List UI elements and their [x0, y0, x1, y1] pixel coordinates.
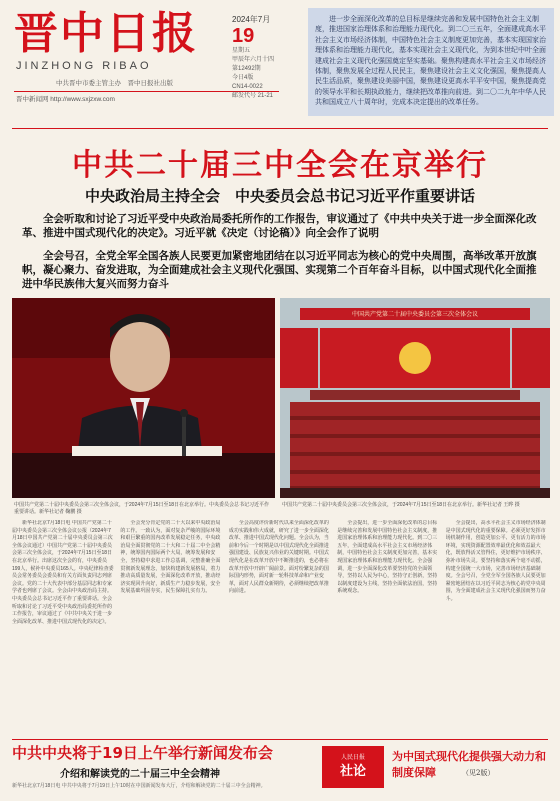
press-conference-story: [12, 742, 312, 790]
editorial-teaser: [318, 742, 550, 796]
assembly-banner: 中国共产党第二十届中央委员会第三次全体会议: [351, 311, 478, 318]
body-columns: [12, 520, 548, 738]
editorial-box: 进一步全面深化改革的总目标是继续完善和发展中国特色社会主义制度，推进国家治理体系和治理能力现代化。到二〇三五年，全面建成高水平社会主义市场经济体制，中国特色社会主义制度更加完善，基本实现国家治理体系和治理能力现代化，基本实现社会主义现代化，为到本世纪中叶全面建成社会主义现代化强国奠定坚实基础。聚焦构建高水平社会主义市场经济体制，聚焦发展全过程人民民主，聚焦建设社会主义文化强国，聚焦提高人民生活品质，聚焦建设美丽中国，聚焦建设更高水平平安中国，聚焦提高党的领导水平和长期执政能力，继续把改革推向前进。到二〇二九年中华人民共和国成立八十周年时，完成本决定提出的改革任务。: [308, 8, 554, 116]
date-lunar: 甲辰年六月十四: [232, 57, 275, 63]
photo-speaker: [12, 298, 275, 498]
speaker-illustration: [12, 298, 275, 498]
page-count: 今日4版: [232, 75, 254, 81]
masthead-url[interactable]: 晋中新闻网 http://www.sxjzxw.com: [16, 96, 115, 103]
postal-code: 邮发代号 21-21: [232, 93, 274, 99]
bottom-divider: [12, 739, 548, 740]
body-column: 全会充分肯定党的二十大以来中央政治局的工作。一致认为，面对复杂严峻的国际环境和艰巨繁重的国内改革发展稳定任务，中央政治局全面贯彻党的二十大和二十届二中全会精神，统筹国内国际两个大局，统筹发展和安全，坚持稳中求进工作总基调，完整准确全面贯彻新发展理念，加快构建新发展格局，着力推动高质量发展，全面深化改革开放，推动经济实现回升向好，新质生产力稳步发展，安全发展基础巩固夯实，民生保障扎实有力。: [120, 520, 221, 595]
editorial-teaser-page-ref: （见2版）: [462, 769, 495, 777]
photo1-caption: 中国共产党第二十届中央委员会第三次全体会议，于2024年7月15日至18日在北京举行。中央委员会总书记习近平作重要讲话。新华社记者 鞠鹏 摄: [14, 502, 270, 515]
issue-number: 第12492期: [232, 66, 261, 72]
masthead-title: 晋中日报: [14, 8, 198, 59]
main-headline: 中共二十届三中全会在京举行: [72, 148, 488, 183]
press-conference-text: 新华社北京7月18日电 中共中央将于7月19日上午10时在中国新闻发布大厅，介绍和解读党的二十届三中全会精神。: [12, 783, 266, 789]
editorial-badge: [322, 746, 384, 788]
masthead-host: 中共晋中市委主管主办 晋中日报社出版: [56, 80, 173, 87]
press-conference-headline[interactable]: 中共中央将于19日上午举行新闻发布会: [12, 744, 273, 762]
photo2-caption: 中国共产党第二十届中央委员会第三次全体会议，于2024年7月15日至18日在北京举行。新华社记者 王晔 摄: [282, 502, 520, 508]
date-day: 19: [232, 25, 255, 47]
cn-number: CN14-0022: [232, 84, 263, 90]
lead-paragraph-2: 全会号召，全党全军全国各族人民要更加紧密地团结在以习近平同志为核心的党中央周围，高举改革开放旗帜，凝心聚力、奋发进取，为全面建成社会主义现代化强国、实现第二个百年奋斗目标，以中国式现代化全面推进中华民族伟大复兴而努力奋斗: [22, 250, 537, 290]
photo-assembly: [280, 298, 550, 498]
date-year-month: 2024年7月: [232, 15, 271, 24]
body-column: 新华社北京7月18日电 中国共产党第二十届中央委员会第三次全体会议公报（2024年7月18日中国共产党第二十届中央委员会第三次全体会议通过）中国共产党第二十届中央委员会第三次全体会议，于2024年7月15日至18日在北京举行。出席这次全会的有，中央委员199人，候补中央委员165人。中央纪律检查委员会常务委员会委员和有关方面负责同志列席会议。党的二十大代表中部分基层同志和专家学者也列席了会议。全会由中央政治局主持。中央委员会总书记习近平作了重要讲话。全会听取和讨论了习近平受中央政治局委托所作的工作报告，审议通过了《中共中央关于进一步全面深化改革、推进中国式现代化的决定》。: [12, 520, 114, 625]
date-block: [232, 14, 302, 101]
press-conference-subhead: 介绍和解读党的二十届三中全会精神: [60, 769, 220, 780]
body-column: 全会提出，高水平社会主义市场经济体制是中国式现代化的重要保障。必须更好发挥市场机制作用，创造更加公平、更有活力的市场环境，实现资源配置效率最优化和效益最大化，既放得活又管得住，更好维护市场秩序、弥补市场失灵。要坚持和落实两个毫不动摇，构建全国统一大市场，完善市场经济基础制度。全会号召，全党全军全国各族人民要更加紧密地团结在以习近平同志为核心的党中央周围，为全面建成社会主义现代化强国而努力奋斗。: [445, 520, 546, 602]
main-subhead: 中央政治局主持全会 中央委员会总书记习近平作重要讲话: [84, 187, 475, 205]
body-column: 全会提出，进一步全面深化改革的总目标是继续完善和发展中国特色社会主义制度，推进国家治理体系和治理能力现代化。到二〇三五年，全面建成高水平社会主义市场经济体制，中国特色社会主义制度更加完善，基本实现国家治理体系和治理能力现代化。全会强调，进一步全面深化改革要坚持党的全面领导，坚持以人民为中心，坚持守正创新，坚持以制度建设为主线，坚持全面依法治国，坚持系统观念。: [337, 520, 438, 595]
editorial-badge-label: 社论: [339, 764, 366, 779]
masthead-area: [0, 0, 560, 122]
date-weekday: 星期五: [232, 48, 251, 54]
editorial-teaser-title[interactable]: 为中国式现代化提供强大动力和制度保障: [392, 750, 546, 779]
editorial-badge-source: 人民日报: [340, 754, 365, 761]
lead-paragraph-1: 全会听取和讨论了习近平受中央政治局委托所作的工作报告，审议通过了《中共中央关于进一步全面深化改革、推进中国式现代化的决定》。习近平就《决定（讨论稿）》向全会作了说明: [22, 213, 537, 239]
header-divider: [12, 128, 548, 129]
body-column: 全会高度评价新时代以来全面深化改革的成功实践和伟大成就，研究了进一步全面深化改革、推进中国式现代化问题。全会认为，当前和今后一个时期是以中国式现代化全面推进强国建设、民族复兴伟业的关键时期。中国式现代化是在改革开放中不断推进的，也必将在改革开放中开辟广阔前景。面对纷繁复杂的国际国内形势，面对新一轮科技革命和产业变革，面对人民群众新期待，必须继续把改革推向前进。: [228, 520, 329, 595]
assembly-illustration: [280, 298, 550, 498]
masthead-english: JINZHONG RIBAO: [16, 60, 152, 72]
